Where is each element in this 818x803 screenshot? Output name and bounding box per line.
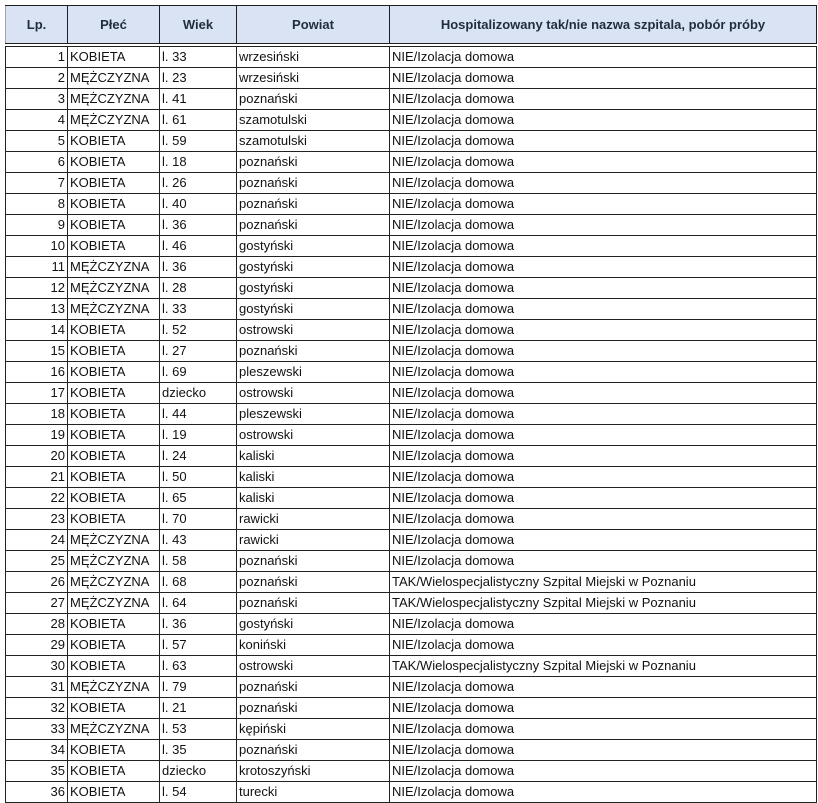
table-row [6, 194, 817, 215]
header-sex: Płeć [68, 6, 160, 44]
cell-age: l. 58 [160, 551, 237, 572]
table-row [6, 89, 817, 110]
cell-county: ostrowski [237, 656, 390, 677]
cell-age: l. 69 [160, 362, 237, 383]
cell-lp: 5 [6, 131, 68, 152]
cell-hospitalized: TAK/Wielospecjalistyczny Szpital Miejski w Poznaniu [390, 656, 817, 677]
table-row [6, 47, 817, 68]
cell-hospitalized: NIE/Izolacja domowa [390, 320, 817, 341]
cell-county: wrzesiński [237, 68, 390, 89]
cell-county: krotoszyński [237, 761, 390, 782]
cell-age: l. 57 [160, 635, 237, 656]
cell-lp: 4 [6, 110, 68, 131]
cell-age: l. 35 [160, 740, 237, 761]
cell-hospitalized: NIE/Izolacja domowa [390, 614, 817, 635]
table-row [6, 782, 817, 803]
table-row [6, 299, 817, 320]
cell-hospitalized: NIE/Izolacja domowa [390, 173, 817, 194]
cell-age: l. 53 [160, 719, 237, 740]
cell-hospitalized: NIE/Izolacja domowa [390, 257, 817, 278]
cell-sex: MĘŻCZYZNA [68, 68, 160, 89]
cell-county: gostyński [237, 614, 390, 635]
cell-sex: MĘŻCZYZNA [68, 572, 160, 593]
cell-county: poznański [237, 89, 390, 110]
cell-lp: 10 [6, 236, 68, 257]
cell-age: l. 43 [160, 530, 237, 551]
cell-county: rawicki [237, 509, 390, 530]
table-row [6, 215, 817, 236]
table-row [6, 677, 817, 698]
cell-lp: 9 [6, 215, 68, 236]
cell-sex: KOBIETA [68, 362, 160, 383]
cell-lp: 15 [6, 341, 68, 362]
table-row [6, 572, 817, 593]
table-row [6, 740, 817, 761]
cell-lp: 11 [6, 257, 68, 278]
cell-age: dziecko [160, 761, 237, 782]
cell-lp: 6 [6, 152, 68, 173]
cell-sex: KOBIETA [68, 320, 160, 341]
cell-lp: 27 [6, 593, 68, 614]
cell-hospitalized: NIE/Izolacja domowa [390, 341, 817, 362]
cell-lp: 19 [6, 425, 68, 446]
cell-hospitalized: NIE/Izolacja domowa [390, 89, 817, 110]
cell-hospitalized: NIE/Izolacja domowa [390, 194, 817, 215]
cell-sex: KOBIETA [68, 194, 160, 215]
table-row [6, 551, 817, 572]
cell-sex: KOBIETA [68, 236, 160, 257]
table-row [6, 278, 817, 299]
cell-sex: MĘŻCZYZNA [68, 257, 160, 278]
cell-county: rawicki [237, 530, 390, 551]
table-row [6, 446, 817, 467]
cell-age: l. 28 [160, 278, 237, 299]
cell-lp: 31 [6, 677, 68, 698]
cases-table [5, 5, 817, 803]
cell-age: l. 50 [160, 467, 237, 488]
cell-age: l. 79 [160, 677, 237, 698]
cell-age: l. 21 [160, 698, 237, 719]
cell-hospitalized: NIE/Izolacja domowa [390, 509, 817, 530]
table-row [6, 404, 817, 425]
cell-lp: 36 [6, 782, 68, 803]
cell-county: poznański [237, 341, 390, 362]
cell-sex: KOBIETA [68, 488, 160, 509]
cell-county: poznański [237, 572, 390, 593]
cell-lp: 30 [6, 656, 68, 677]
cell-age: l. 18 [160, 152, 237, 173]
cell-hospitalized: NIE/Izolacja domowa [390, 152, 817, 173]
cell-age: l. 64 [160, 593, 237, 614]
cell-hospitalized: NIE/Izolacja domowa [390, 278, 817, 299]
cell-hospitalized: NIE/Izolacja domowa [390, 488, 817, 509]
cell-county: ostrowski [237, 425, 390, 446]
cell-hospitalized: TAK/Wielospecjalistyczny Szpital Miejski w Poznaniu [390, 572, 817, 593]
cell-lp: 12 [6, 278, 68, 299]
cell-age: l. 41 [160, 89, 237, 110]
table-row [6, 488, 817, 509]
cell-lp: 3 [6, 89, 68, 110]
cell-age: l. 61 [160, 110, 237, 131]
cell-hospitalized: NIE/Izolacja domowa [390, 467, 817, 488]
cell-lp: 16 [6, 362, 68, 383]
cell-hospitalized: NIE/Izolacja domowa [390, 761, 817, 782]
cell-lp: 35 [6, 761, 68, 782]
cell-hospitalized: NIE/Izolacja domowa [390, 383, 817, 404]
cell-lp: 20 [6, 446, 68, 467]
cell-age: l. 36 [160, 614, 237, 635]
cell-age: l. 63 [160, 656, 237, 677]
cell-county: ostrowski [237, 383, 390, 404]
cell-sex: KOBIETA [68, 446, 160, 467]
cell-county: poznański [237, 152, 390, 173]
cell-age: l. 59 [160, 131, 237, 152]
cell-lp: 28 [6, 614, 68, 635]
cell-county: koniński [237, 635, 390, 656]
cell-hospitalized: NIE/Izolacja domowa [390, 362, 817, 383]
cell-age: l. 19 [160, 425, 237, 446]
cell-county: turecki [237, 782, 390, 803]
cell-sex: KOBIETA [68, 152, 160, 173]
table-body [6, 44, 817, 803]
table-row [6, 257, 817, 278]
cell-sex: MĘŻCZYZNA [68, 530, 160, 551]
header-hospitalized: Hospitalizowany tak/nie nazwa szpitala, pobór próby [390, 6, 817, 44]
table-row [6, 656, 817, 677]
table-row [6, 110, 817, 131]
cell-lp: 17 [6, 383, 68, 404]
cell-sex: KOBIETA [68, 47, 160, 68]
header-lp: Lp. [6, 6, 68, 44]
table-row [6, 467, 817, 488]
cell-county: pleszewski [237, 362, 390, 383]
cell-hospitalized: NIE/Izolacja domowa [390, 782, 817, 803]
cell-hospitalized: NIE/Izolacja domowa [390, 635, 817, 656]
cell-county: kaliski [237, 446, 390, 467]
header-county: Powiat [237, 6, 390, 44]
cell-lp: 7 [6, 173, 68, 194]
cell-hospitalized: NIE/Izolacja domowa [390, 68, 817, 89]
cell-hospitalized: NIE/Izolacja domowa [390, 215, 817, 236]
cell-age: l. 24 [160, 446, 237, 467]
cell-hospitalized: NIE/Izolacja domowa [390, 299, 817, 320]
table-row [6, 173, 817, 194]
table-row [6, 698, 817, 719]
cell-county: poznański [237, 698, 390, 719]
cell-age: l. 33 [160, 47, 237, 68]
cell-hospitalized: NIE/Izolacja domowa [390, 530, 817, 551]
cell-age: l. 36 [160, 257, 237, 278]
cell-age: l. 33 [160, 299, 237, 320]
cell-hospitalized: NIE/Izolacja domowa [390, 110, 817, 131]
cell-sex: MĘŻCZYZNA [68, 110, 160, 131]
table-row [6, 530, 817, 551]
cell-sex: KOBIETA [68, 698, 160, 719]
cell-sex: KOBIETA [68, 740, 160, 761]
cell-sex: KOBIETA [68, 404, 160, 425]
cell-sex: MĘŻCZYZNA [68, 278, 160, 299]
cell-lp: 1 [6, 47, 68, 68]
cell-hospitalized: NIE/Izolacja domowa [390, 425, 817, 446]
cell-lp: 13 [6, 299, 68, 320]
cell-lp: 34 [6, 740, 68, 761]
cell-county: poznański [237, 173, 390, 194]
table-row [6, 593, 817, 614]
table-row [6, 425, 817, 446]
cell-lp: 14 [6, 320, 68, 341]
cell-hospitalized: NIE/Izolacja domowa [390, 236, 817, 257]
cell-lp: 29 [6, 635, 68, 656]
cell-age: l. 52 [160, 320, 237, 341]
cell-sex: KOBIETA [68, 173, 160, 194]
cell-county: poznański [237, 593, 390, 614]
cell-sex: KOBIETA [68, 425, 160, 446]
cell-sex: MĘŻCZYZNA [68, 551, 160, 572]
cell-hospitalized: NIE/Izolacja domowa [390, 740, 817, 761]
cell-county: kaliski [237, 467, 390, 488]
cell-county: poznański [237, 215, 390, 236]
cell-county: poznański [237, 551, 390, 572]
cell-sex: MĘŻCZYZNA [68, 677, 160, 698]
cell-county: szamotulski [237, 110, 390, 131]
cell-sex: KOBIETA [68, 215, 160, 236]
cell-county: pleszewski [237, 404, 390, 425]
cell-lp: 23 [6, 509, 68, 530]
cell-age: l. 40 [160, 194, 237, 215]
cell-county: gostyński [237, 257, 390, 278]
header-row [6, 6, 817, 44]
table-row [6, 341, 817, 362]
cell-hospitalized: NIE/Izolacja domowa [390, 446, 817, 467]
cell-sex: KOBIETA [68, 656, 160, 677]
table-row [6, 635, 817, 656]
cell-lp: 26 [6, 572, 68, 593]
cell-sex: KOBIETA [68, 341, 160, 362]
cell-lp: 24 [6, 530, 68, 551]
cell-county: kępiński [237, 719, 390, 740]
cell-lp: 25 [6, 551, 68, 572]
cell-county: gostyński [237, 299, 390, 320]
cell-hospitalized: NIE/Izolacja domowa [390, 404, 817, 425]
cell-hospitalized: TAK/Wielospecjalistyczny Szpital Miejski w Poznaniu [390, 593, 817, 614]
cell-county: wrzesiński [237, 47, 390, 68]
table-row [6, 761, 817, 782]
cell-sex: KOBIETA [68, 131, 160, 152]
cell-lp: 22 [6, 488, 68, 509]
cell-age: l. 36 [160, 215, 237, 236]
cell-age: l. 27 [160, 341, 237, 362]
header-age: Wiek [160, 6, 237, 44]
table-row [6, 131, 817, 152]
cell-county: szamotulski [237, 131, 390, 152]
cell-age: l. 70 [160, 509, 237, 530]
table-row [6, 383, 817, 404]
cell-hospitalized: NIE/Izolacja domowa [390, 47, 817, 68]
cell-sex: KOBIETA [68, 782, 160, 803]
cell-sex: KOBIETA [68, 509, 160, 530]
table-row [6, 362, 817, 383]
table-row [6, 152, 817, 173]
cell-hospitalized: NIE/Izolacja domowa [390, 719, 817, 740]
cell-hospitalized: NIE/Izolacja domowa [390, 698, 817, 719]
cell-lp: 32 [6, 698, 68, 719]
cell-hospitalized: NIE/Izolacja domowa [390, 677, 817, 698]
cell-lp: 33 [6, 719, 68, 740]
cell-age: l. 68 [160, 572, 237, 593]
cell-county: poznański [237, 194, 390, 215]
cell-sex: MĘŻCZYZNA [68, 593, 160, 614]
cell-age: dziecko [160, 383, 237, 404]
table-row [6, 68, 817, 89]
cell-sex: KOBIETA [68, 635, 160, 656]
cell-county: gostyński [237, 236, 390, 257]
cell-sex: MĘŻCZYZNA [68, 89, 160, 110]
cell-sex: KOBIETA [68, 383, 160, 404]
cell-county: gostyński [237, 278, 390, 299]
cell-county: kaliski [237, 488, 390, 509]
cell-sex: KOBIETA [68, 761, 160, 782]
cell-lp: 18 [6, 404, 68, 425]
cell-lp: 8 [6, 194, 68, 215]
cell-sex: KOBIETA [68, 467, 160, 488]
cell-lp: 21 [6, 467, 68, 488]
table-row [6, 614, 817, 635]
cell-age: l. 54 [160, 782, 237, 803]
table-row [6, 236, 817, 257]
table-row [6, 719, 817, 740]
cell-age: l. 44 [160, 404, 237, 425]
cell-lp: 2 [6, 68, 68, 89]
cell-sex: MĘŻCZYZNA [68, 299, 160, 320]
cell-county: poznański [237, 677, 390, 698]
cell-age: l. 26 [160, 173, 237, 194]
table-row [6, 509, 817, 530]
cell-age: l. 65 [160, 488, 237, 509]
table-row [6, 320, 817, 341]
cell-age: l. 46 [160, 236, 237, 257]
cell-hospitalized: NIE/Izolacja domowa [390, 551, 817, 572]
cell-county: poznański [237, 740, 390, 761]
cell-hospitalized: NIE/Izolacja domowa [390, 131, 817, 152]
cell-county: ostrowski [237, 320, 390, 341]
cell-sex: KOBIETA [68, 614, 160, 635]
cell-age: l. 23 [160, 68, 237, 89]
cell-sex: MĘŻCZYZNA [68, 719, 160, 740]
